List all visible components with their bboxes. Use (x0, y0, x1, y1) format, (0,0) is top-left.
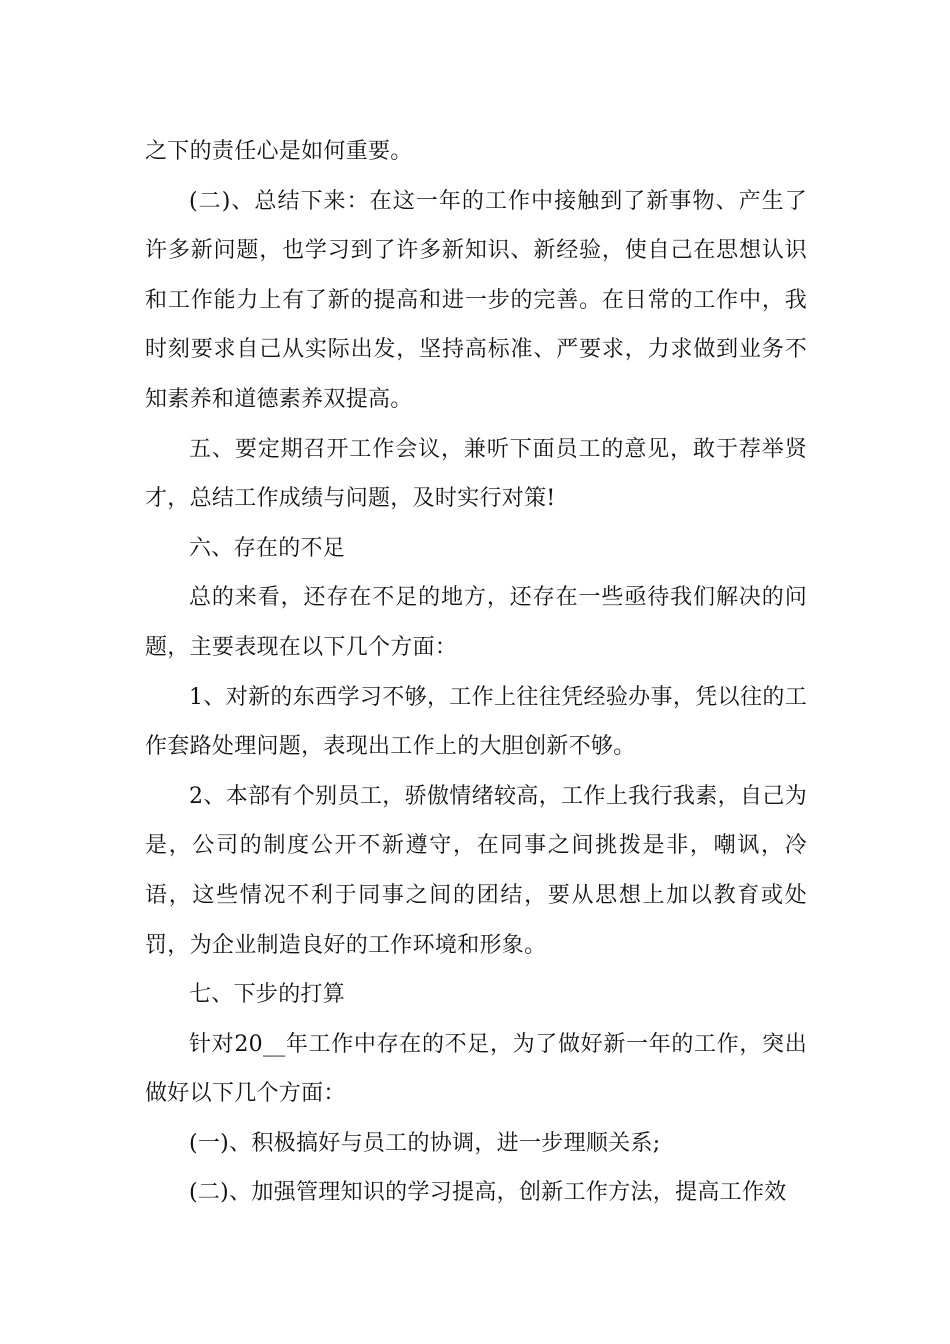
paragraph-shortcomings-intro: 总的来看，还存在不足的地方，还存在一些亟待我们解决的问题，主要表现在以下几个方面： (145, 585, 807, 660)
heading-section-seven: 七、下步的打算 (189, 982, 346, 1008)
paragraph-section-five: 五、要定期召开工作会议，兼听下面员工的意见，敢于荐举贤才，总结工作成绩与问题，及时实行对策! (145, 436, 807, 512)
document-body (145, 127, 807, 1218)
paragraph-plan-one: (一)、积极搞好与员工的协调，进一步理顺关系; (189, 1130, 661, 1156)
paragraph-summary: (二)、总结下来：在这一年的工作中接触到了新事物、产生了许多新问题，也学习到了许多新知识、新经验，使自己在思想认识和工作能力上有了新的提高和进一步的完善。在日常的工作中，我时刻要求自己从实际出发，坚持高标准、严要求，力求做到业务不知素养和道德素养双提高。 (145, 188, 807, 412)
paragraph-continuation: 之下的责任心是如何重要。 (145, 139, 413, 164)
paragraph-shortcoming-two: 2、本部有个别员工，骄傲情绪较高，工作上我行我素，自己为是，公司的制度公开不新遵守，在同事之间挑拨是非，嘲讽，冷语，这些情况不利于同事之间的团结，要从思想上加以教育或处罚，为企业制造良好的工作环境和形象。 (145, 783, 807, 958)
paragraph-plan-intro: 针对20__年工作中存在的不足，为了做好新一年的工作，突出做好以下几个方面： (145, 1031, 807, 1107)
heading-section-six: 六、存在的不足 (189, 535, 346, 561)
paragraph-shortcoming-one: 1、对新的东西学习不够，工作上往往凭经验办事，凭以往的工作套路处理问题，表现出工作上的大胆创新不够。 (145, 684, 807, 760)
paragraph-plan-two: (二)、加强管理知识的学习提高，创新工作方法，提高工作效 (189, 1180, 787, 1206)
